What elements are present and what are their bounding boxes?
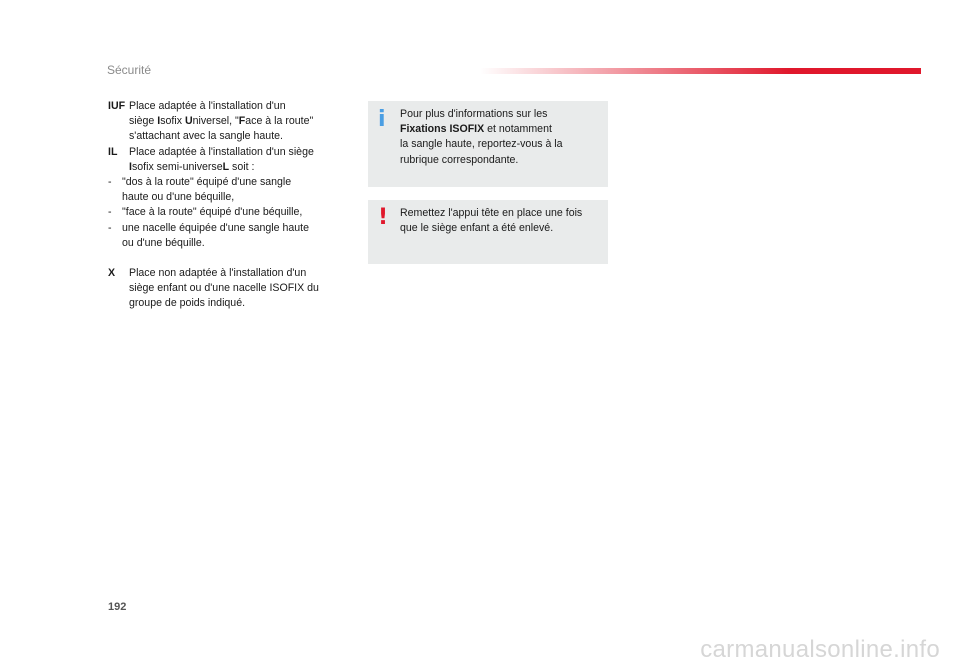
info-line-4: rubrique correspondante. [400,153,519,166]
bullet-item: - "dos à la route" équipé d'une sangle haute ou d'une béquille, [108,176,292,204]
definition-x [108,266,353,312]
bullet-item: - "face à la route" équipé d'une béquille, [108,206,303,219]
code-il: IL [108,145,118,158]
header-rule [480,68,921,74]
iuf-line-2: siège Isofix Universel, "Face à la route" [129,115,314,128]
definition-il [108,145,353,175]
warning-icon: ! [378,205,389,230]
info-box [368,101,608,187]
watermark: carmanualsonline.info [700,636,940,663]
info-line-1: Pour plus d'informations sur les [400,108,548,120]
section-title: Sécurité [107,63,152,77]
x-line-3: groupe de poids indiqué. [129,297,246,310]
code-iuf: IUF [108,100,126,112]
il-line-2: Isofix semi-universeL soit : [129,160,255,173]
warning-line-1: Remettez l'appui tête en place une fois [400,207,583,219]
left-column [108,99,353,312]
x-line-2: siège enfant ou d'une nacelle ISOFIX du [129,282,319,295]
bullet-item: - une nacelle équipée d'une sangle haute ou d'une béquille. [108,221,309,249]
info-icon: i [378,107,386,132]
definition-iuf [108,99,353,145]
warning-line-2: que le siège enfant a été enlevé. [400,222,554,235]
iuf-line-3: s'attachant avec la sangle haute. [129,130,283,143]
page-number: 192 [108,601,127,613]
iuf-line-1: Place adaptée à l'installation d'un [129,100,286,112]
warning-box [368,200,608,264]
x-line-1: Place non adaptée à l'installation d'un [129,267,307,280]
info-line-2: Fixations ISOFIX et notamment [400,123,552,136]
info-line-3: la sangle haute, reportez-vous à la [400,138,563,151]
il-line-1: Place adaptée à l'installation d'un siège [129,145,314,158]
code-x: X [108,267,116,280]
